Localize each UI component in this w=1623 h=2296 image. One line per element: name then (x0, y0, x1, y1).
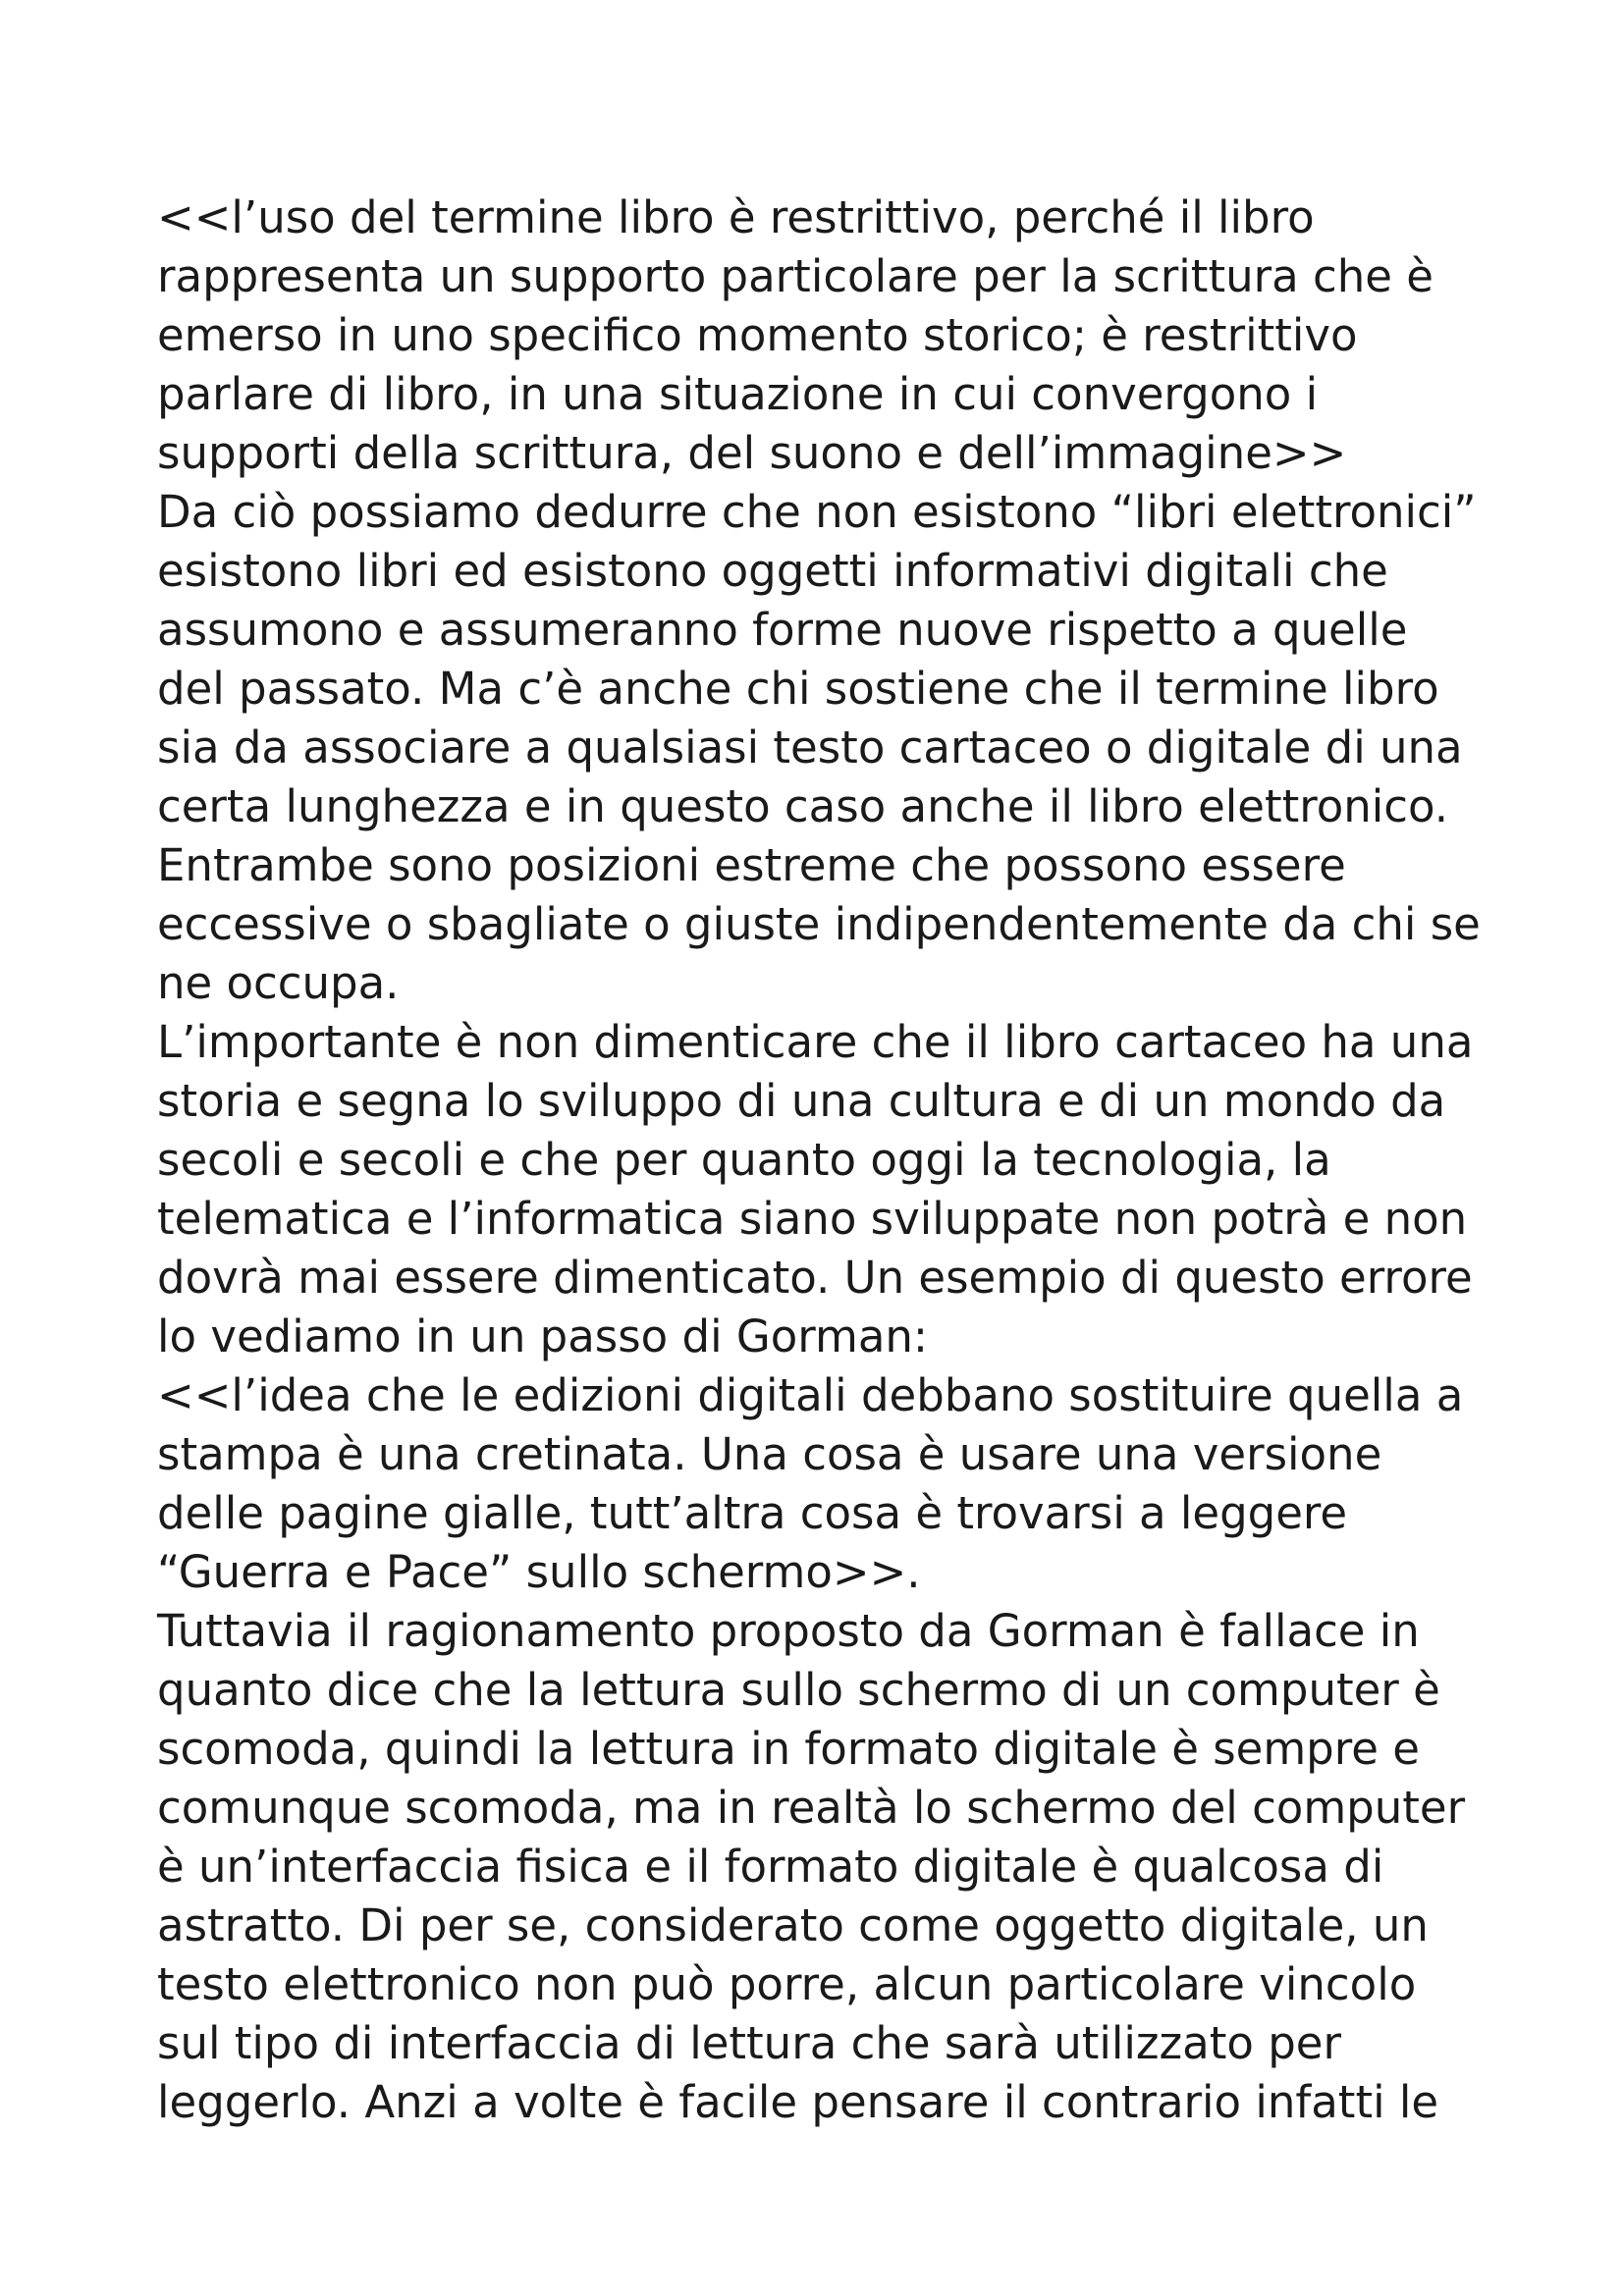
text-line: emerso in uno specifico momento storico; è restrittivo (157, 309, 1358, 361)
text-line: Da ciò possiamo dedurre che non esistono “libri elettronici” (157, 486, 1477, 538)
text-line: sul tipo di interfaccia di lettura che sarà utilizzato per (157, 2017, 1341, 2069)
text-line: L’importante è non dimenticare che il libro cartaceo ha una (157, 1016, 1474, 1068)
text-line: rappresenta un supporto particolare per la scrittura che è (157, 250, 1434, 302)
text-line: lo vediamo in un passo di Gorman: (157, 1310, 929, 1362)
text-line: leggerlo. Anzi a volte è facile pensare il contrario infatti le (157, 2076, 1439, 2128)
text-line: telematica e l’informatica siano sviluppate non potrà e non (157, 1193, 1468, 1245)
text-line: ne occupa. (157, 957, 400, 1009)
text-line: <<l’uso del termine libro è restrittivo, perché il libro (157, 191, 1315, 243)
body-text (157, 188, 1551, 2132)
text-line: supporti della scrittura, del suono e dell’immagine>> (157, 427, 1347, 479)
text-line: sia da associare a qualsiasi testo cartaceo o digitale di una (157, 721, 1463, 774)
text-line: delle pagine gialle, tutt’altra cosa è trovarsi a leggere (157, 1487, 1348, 1539)
text-line: parlare di libro, in una situazione in cui convergono i (157, 368, 1319, 420)
text-line: astratto. Di per se, considerato come oggetto digitale, un (157, 1899, 1429, 1951)
text-line: è un’interfaccia fisica e il formato digitale è qualcosa di (157, 1841, 1384, 1893)
text-line: Entrambe sono posizioni estreme che possono essere (157, 839, 1346, 891)
text-line: comunque scomoda, ma in realtà lo schermo del computer (157, 1782, 1466, 1834)
text-line: testo elettronico non può porre, alcun particolare vincolo (157, 1958, 1417, 2010)
text-line: “Guerra e Pace” sullo schermo>>. (157, 1546, 921, 1598)
text-line: storia e segna lo sviluppo di una cultura e di un mondo da (157, 1075, 1446, 1127)
text-line: esistono libri ed esistono oggetti informativi digitali che (157, 545, 1388, 597)
text-line: secoli e secoli e che per quanto oggi la tecnologia, la (157, 1134, 1331, 1186)
text-line: eccessive o sbagliate o giuste indipendentemente da chi se (157, 898, 1481, 950)
text-line: <<l’idea che le edizioni digitali debbano sostituire quella a (157, 1369, 1464, 1421)
text-line: scomoda, quindi la lettura in formato digitale è sempre e (157, 1723, 1420, 1775)
text-line: stampa è una cretinata. Una cosa è usare una versione (157, 1428, 1382, 1480)
text-line: quanto dice che la lettura sullo schermo di un computer è (157, 1664, 1440, 1716)
text-line: assumono e assumeranno forme nuove rispetto a quelle (157, 604, 1408, 656)
text-line: del passato. Ma c’è anche chi sostiene che il termine libro (157, 663, 1439, 715)
text-line: dovrà mai essere dimenticato. Un esempio di questo errore (157, 1252, 1473, 1304)
text-line: Tuttavia il ragionamento proposto da Gorman è fallace in (157, 1605, 1420, 1657)
text-line: certa lunghezza e in questo caso anche il libro elettronico. (157, 780, 1449, 832)
